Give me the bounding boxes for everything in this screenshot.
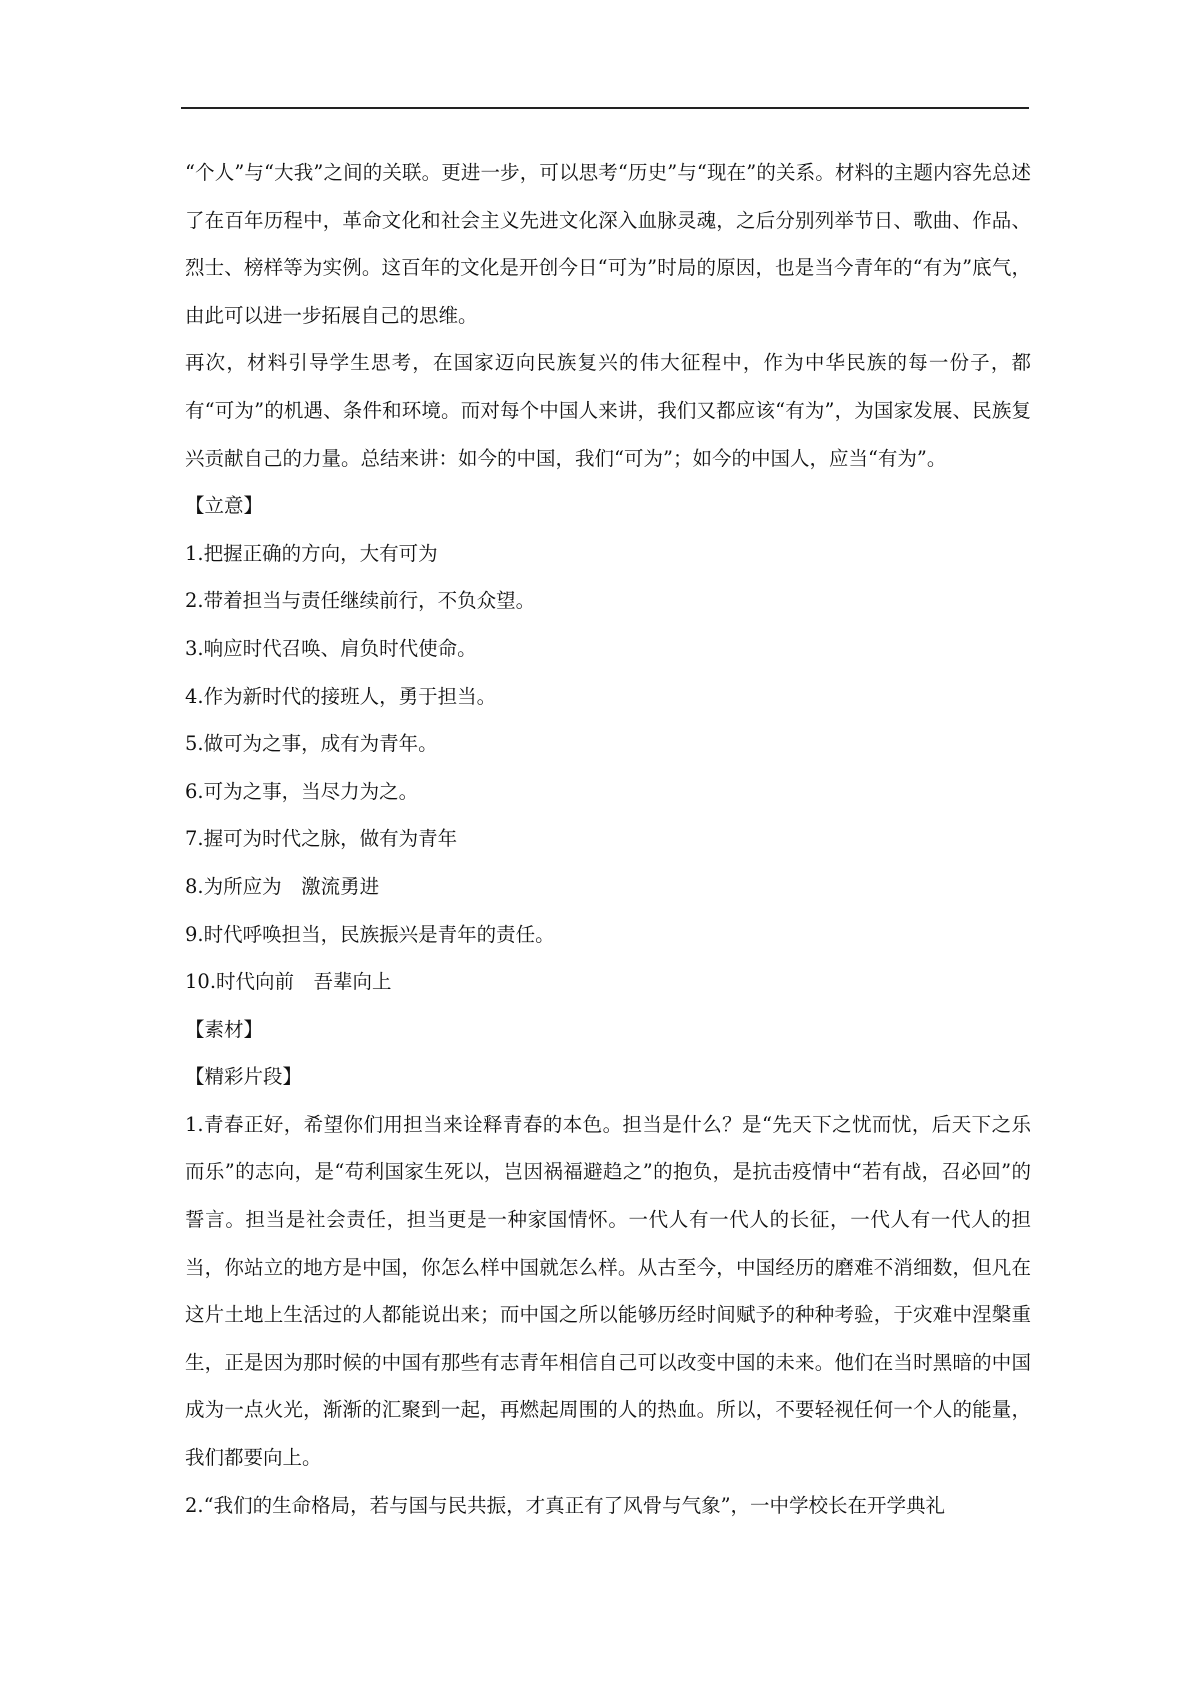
liyi-item: 8.为所应为 激流勇进: [185, 874, 380, 898]
body-paragraph-2: 再次，材料引导学生思考，在国家迈向民族复兴的伟大征程中，作为中华民族的每一份子，都有“可为”的机遇、条件和环境。而对每个中国人来讲，我们又都应该“有为”，为国家发展、民族复兴贡献自己的力量。总结来讲：如今的中国，我们“可为”；如今的中国人，应当“有为”。: [185, 351, 1031, 470]
excerpt-paragraph-2: 2.“我们的生命格局，若与国与民共振，才真正有了风骨与气象”，一中学校长在开学典礼: [185, 1493, 946, 1517]
body-paragraph-1: “个人”与“大我”之间的关联。更进一步，可以思考“历史”与“现在”的关系。材料的主题内容先总述了在百年历程中，革命文化和社会主义先进文化深入血脉灵魂，之后分别列举节日、歌曲、作品、烈士、榜样等为实例。这百年的文化是开创今日“可为”时局的原因，也是当今青年的“有为”底气，由此可以进一步拓展自己的思维。: [185, 161, 1031, 327]
section-heading-jingcai: 【精彩片段】: [185, 1065, 303, 1089]
liyi-item: 5.做可为之事，成有为青年。: [185, 732, 438, 756]
section-heading-liyi: 【立意】: [185, 494, 264, 518]
liyi-item: 1.把握正确的方向，大有可为: [185, 541, 438, 565]
liyi-item: 9.时代呼唤担当，民族振兴是青年的责任。: [185, 922, 555, 946]
excerpt-paragraph-1: 1.青春正好，希望你们用担当来诠释青春的本色。担当是什么？是“先天下之忧而忧，后天下之乐而乐”的志向，是“苟利国家生死以，岂因祸福避趋之”的抱负，是抗击疫情中“若有战，召必回”的誓言。担当是社会责任，担当更是一种家国情怀。一代人有一代人的长征，一代人有一代人的担当，你站立的地方是中国，你怎么样中国就怎么样。从古至今，中国经历的磨难不消细数，但凡在这片土地上生活过的人都能说出来；而中国之所以能够历经时间赋予的种种考验，于灾难中涅槃重生，正是因为那时候的中国有那些有志青年相信自己可以改变中国的未来。他们在当时黑暗的中国成为一点火光，渐渐的汇聚到一起，再燃起周围的人的热血。所以，不要轻视任何一个人的能量，我们都要向上。: [185, 1112, 1031, 1470]
liyi-item: 10.时代向前 吾辈向上: [185, 970, 392, 994]
liyi-item: 4.作为新时代的接班人，勇于担当。: [185, 684, 497, 708]
section-heading-sucai: 【素材】: [185, 1017, 264, 1041]
liyi-item: 7.握可为时代之脉，做有为青年: [185, 827, 458, 851]
liyi-item: 6.可为之事，当尽力为之。: [185, 779, 419, 803]
header-rule: [181, 107, 1029, 109]
document-body: [185, 149, 1031, 1529]
liyi-item: 2.带着担当与责任继续前行，不负众望。: [185, 589, 536, 613]
liyi-item: 3.响应时代召唤、肩负时代使命。: [185, 636, 477, 660]
